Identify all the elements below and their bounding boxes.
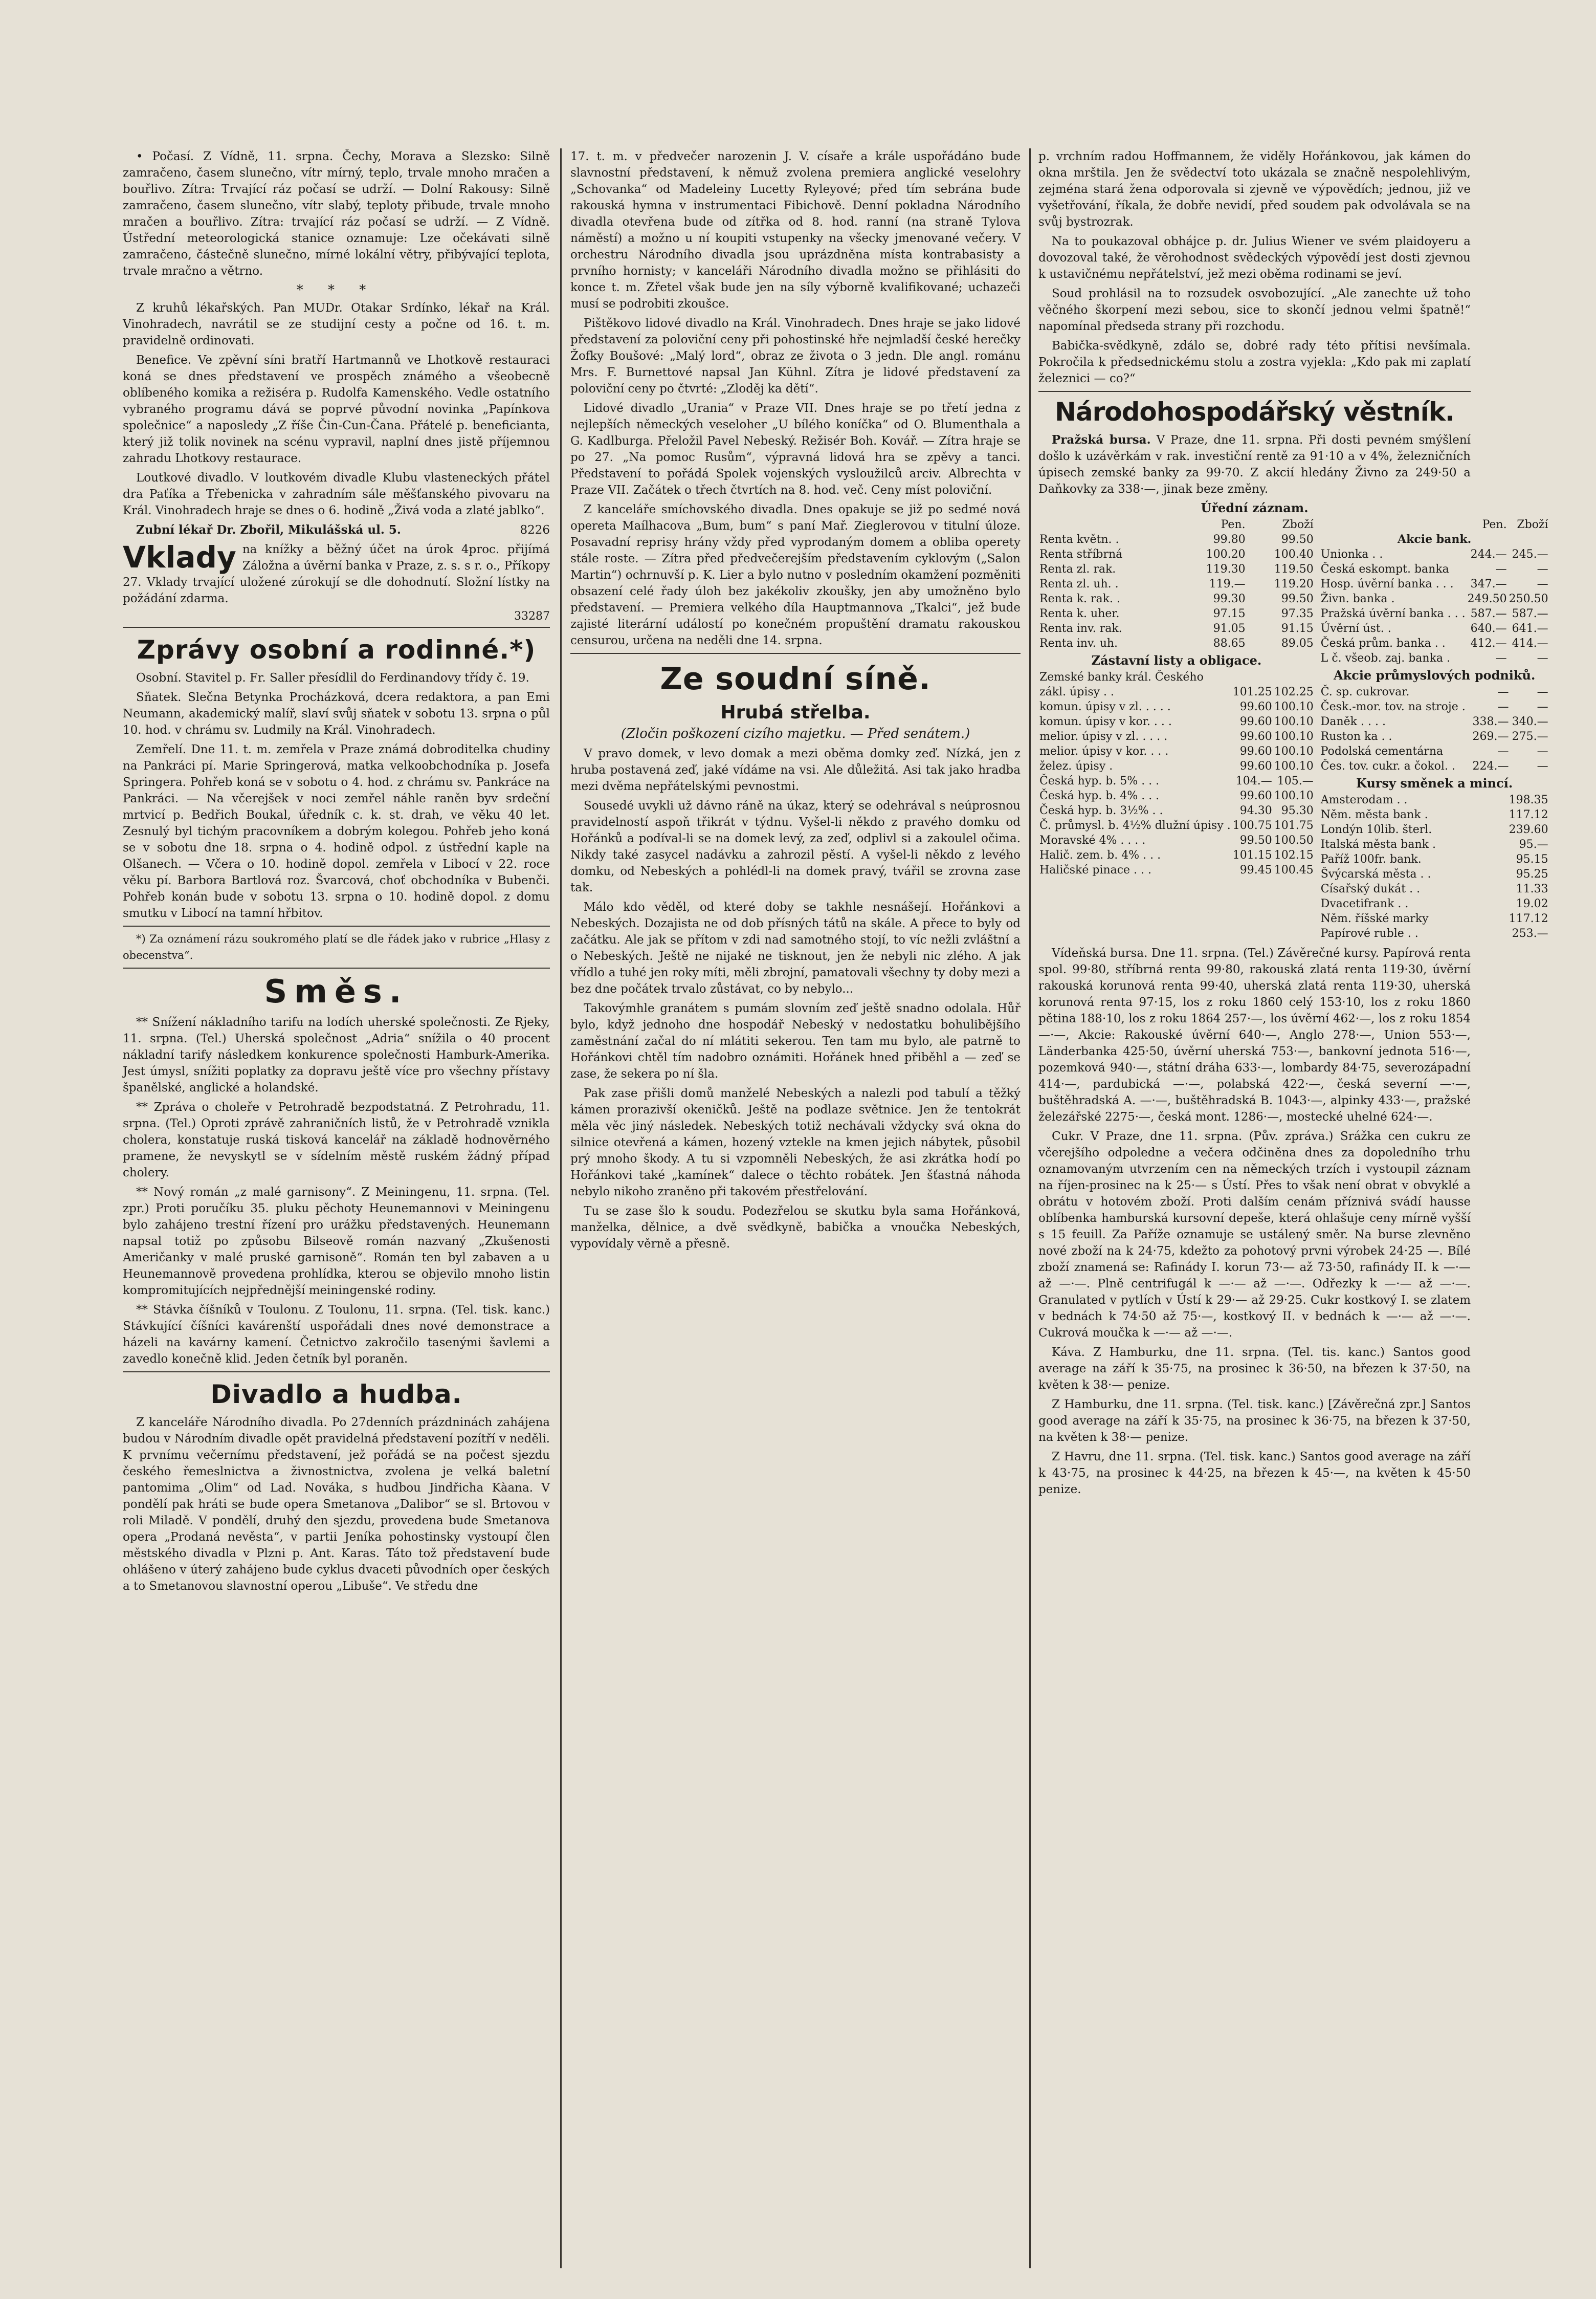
section-title-economy: Národohospodářský věstník. [1055,397,1454,427]
rate-label: Česká prům. banka . . [1320,637,1446,650]
rate-ask: 95.30 [1281,804,1314,817]
ad-dentist-number: 8226 [520,523,550,537]
rate-label: Úvěrní úst. . [1320,622,1391,635]
rate-label: Švýcarská města . . [1320,868,1431,881]
column-right [1038,148,1548,2279]
rate-ask: 250.50 [1509,593,1548,605]
rate-bid: — [1497,745,1509,758]
table-row [1038,863,1315,878]
table-row [1038,606,1315,621]
table-row [1038,577,1315,592]
table-row [1320,606,1549,621]
table-row [1320,592,1549,606]
rate-bid: 224.— [1472,760,1509,773]
news-national-theatre: Z kanceláře Národního divadla. Po 27denních prázdninách zahájena budou v Národním divadle opět pravidelná představení pozítří v neděli. K prvnímu večernímu představení, jež pořádá se na počest sjezdu českého řemeslnictva a živnostnictva, zvolena je velká baletní pantomima „Olim“ od Lad. Nováka, s hudbou Jindřicha Kàana. V pondělí pak hráti se bude opera Smetanova „Dalibor“ se sl. Brtovou v roli Miladě. V pondělí, druhý den sjezdu, provedena bude Smetanova opera „Prodaná nevěsta“, v partii Jeníka pohostinsky vystoupí člen městského divadla v Plzni p. Ant. Karas. Táto tož představení bude ohlášeno v úterý zahájeno bude cyklus dvaceti původních oper českých a to Smetanovou slavnostní operou „Libuše“. Ve středu dne [123,1416,550,1593]
rate-ask: 117.12 [1509,912,1548,925]
article-paragraph: Pak zase přišli domů manželé Nebeských a nalezli pod tabulí a těžký kámen prorazivší okeničků. Ještě na podlaze světnice. Jen že tentokrát měla věc jiný následek. Nebeských totiž nechávali vždycky svá okna do silnice otevřená a kámen, hozený vztekle na kmen jejich nábytek, působil prý mnoho škody. A tu si vzpomněli Nebeských, že asi zkrátka hodí po Hořánkovi také „kamínek“ dalece o těchto robátek. Jen šťastná náhoda nebylo nikoho zraněno při takovém přestřelování. [570,1087,1021,1198]
rate-ask: 100.10 [1274,745,1314,758]
news-medical: Z kruhů lékařských. Pan MUDr. Otakar Srdínko, lékař na Král. Vinohradech, navrátil se ze studijní cesty a počne od 16. t. m. pravidelně ordinovati. [123,301,550,347]
rate-label: Česká hyp. b. 4% . . . [1039,790,1160,802]
rate-label: Česk.-mor. tov. na stroje . [1320,700,1466,713]
rate-label: Renta stříbrná [1039,548,1123,561]
rate-label: Papírové ruble . . [1320,927,1418,940]
table-row [1038,670,1315,685]
ad-deposits-text: na knížky a běžný účet na úrok 4proc. přijímá Záložna a úvěrní banka v Praze, z. s. s r. o., Příkopy 27. Vklady trvající uložené zúrokují se dle dohodnutí. Složní lístky na požádání zdarma. [123,543,550,605]
rate-bid: 88.65 [1213,637,1246,650]
header-pen: Pen. [1482,518,1507,531]
table-row [1038,685,1315,699]
rate-bid: 244.— [1470,548,1507,561]
article-subtitle: (Zločin poškození cizího majetku. — Před senátem.) [620,726,970,741]
rate-ask [1273,670,1315,685]
rate-ask: 587.— [1512,607,1548,620]
rate-label: Renta k. rak. . [1039,593,1120,605]
rate-bid: 99.60 [1239,715,1272,728]
rate-label: Renta zl. uh. . [1039,578,1119,590]
rate-ask: 198.35 [1509,794,1548,806]
rate-label: Halič. zem. b. 4% . . . [1039,849,1161,862]
rate-label: Ruston ka . . [1320,730,1392,743]
rate-label: Haličské pinace . . . [1039,864,1152,877]
table-row [1320,837,1549,852]
rates-table-bonds [1038,670,1315,878]
column-rule-1 [560,148,562,2268]
rate-ask: 275.— [1512,730,1548,743]
news-national-theatre-cont: 17. t. m. v předvečer narozenin J. V. císaře a krále uspořádáno bude slavnostní představení, k němuž zvolena premiera anglické veselohry „Schovanka“ od Madeleiny Lucetty Ryleyové; před tím sebrána bude rakouská hymna v instrumentaci Fibichově. Denní pokladna Národního divadla otevřena bude od zítřka od 8. hod. ranní (na straně Tylova náměstí) a možno u ní koupiti vstupenky na všecky jmenované večery. V orchestru Národního divadla jsou uprázdněna místa kontrabasisty a prvního hornisty; v kanceláři Národního divadla možno se přihlásiti do konce t. m. Zřetel však bude jen na síly výborně kvalifikované; uchazeči musí se podrobiti zkoušce. [570,150,1021,311]
rate-bid: 101.15 [1232,849,1272,862]
rate-label: Pražská úvěrní banka . . . [1320,607,1466,620]
rate-bid: 119.— [1209,578,1246,590]
rates-table-rents [1038,517,1315,651]
table-row [1320,744,1549,759]
rate-label: Londýn 10lib. šterl. [1320,823,1432,836]
rates-table-industry [1320,685,1549,774]
article-paragraph: Na to poukazoval obhájce p. dr. Julius Wiener ve svém plaidoyeru a dovozoval také, že věrohodnost svědeckých výpovědí jest dosti zjevnou k ustavičnému nepřátelství, jež mezi oběma rodinami se jeví. [1038,235,1471,281]
coffee-report: Z Hamburku, dne 11. srpna. (Tel. tisk. kanc.) [Závěrečná zpr.] Santos good average na září k 35·75, na prosinec k 36·75, na březen k 37·50, na květen k 38·— penize. [1038,1398,1471,1444]
article-paragraph: Babička-svědkyně, zdálo se, dobré rady této přítisi nevšímala. Pokročila k předsednickému stolu a zostra vyjekla: „Kdo pak mi zaplatí železnici — co?“ [1038,339,1471,385]
official-listing-title: Úřední záznam. [1201,500,1309,515]
rate-bid: 99.60 [1239,745,1272,758]
table-row [1320,729,1549,744]
divider [123,968,550,969]
rate-label: želez. úpisy . [1039,760,1113,773]
table-row [1320,685,1549,699]
rate-bid: 249.50 [1467,593,1507,605]
column-rule-2 [1029,148,1031,2268]
rate-ask: 11.33 [1516,883,1548,895]
rate-bid: 99.45 [1239,864,1272,877]
table-row [1320,759,1549,774]
table-row [1320,852,1549,867]
rate-label: Česká hyp. b. 5% . . . [1039,775,1160,787]
sugar-report: Cukr. V Praze, dne 11. srpna. (Pův. zpráva.) Srážka cen cukru ze včerejšího odpoledne a večera odčiněna dnes za dopoledního trhu oznamovaným utvrzením cen na německých trzích i vystoupil záznam na říjen-prosinec na k 25·— s Ústí. Přes to však není obrat v obvyklé a obrátu v hotovém zboží. Proti dalším cenám příznivá svádí hausse oblíbenka hamburská kursovní depeše, která ohlašuje ceny mírně vyšší s 15 feuill. Za Paříže oznamuje se ustálený směr. Na burse zlevněno nové zboží na k 24·75, kdežto za pohotový prvni výrobek 24·25 —. Bílé zboží znamená se: Rafinády I. korun 73·— až 73·50, rafinády II. k —·— až —·—. Plně centrifugál k —·— až —·—. Odřezky k —·— až —·—. Granulated v pytlích v Ústí k 29·— až 29·25. Cukr kostkový I. se zlatem v bednách k 74·50 až 75·—, kostkový II. v bednách k —·— až —·—. Cukrová moučka k —·— až —·—. [1038,1130,1471,1340]
rate-bid: 99.30 [1213,593,1246,605]
rate-bid: — [1495,563,1507,576]
article-paragraph: Málo kdo věděl, od které doby se takhle nesnášejí. Hořánkovi a Nebeských. Dozajista ne od dob přísných tátů na skále. A přece to byly od začátku. Ale jak se přítom v zdi nad samotného stojí, to víc nežli zvláštní a o Nebeských. Ještě ne nijaké ne tisknout, jen že nebyli nic zlého. A jak vřídlo a tuhé jen roky míti, měli zbrojní, pamatovali všechny ty doby mezi a bez dne počátek trvalo zůstávat, co by nebylo... [570,901,1021,996]
rate-bid: 119.30 [1206,563,1246,576]
rate-label: Unionka . . [1320,548,1383,561]
table-row [1038,759,1315,774]
rate-ask: 91.15 [1281,622,1314,635]
rate-ask: 95.— [1519,838,1548,851]
article-paragraph: V pravo domek, v levo domak a mezi oběma domky zeď. Nízká, jen z hruba postavená zeď, jaké vídáme na vsi. Ale důležitá. Asi tak jako hradba mezi dvěma nepřátelskými pevnostmi. [570,747,1021,793]
rate-bid: — [1497,700,1509,713]
article-paragraph: Soud prohlásil na to rozsudek osvobozující. „Ale zanechte už toho věčného škorpení mezi sebou, sice to skončí jednou velmi špatně!“ napomínal předseda strany při rozchodu. [1038,287,1471,333]
section-title-personal: Zprávy osobní a rodinné.*) [137,635,536,665]
rate-ask: 100.10 [1274,715,1314,728]
rate-bid: 97.15 [1213,607,1246,620]
table-header [1320,517,1549,532]
rate-bid: 269.— [1472,730,1509,743]
table-row [1320,926,1549,941]
news-deaths: Zemřelí. Dne 11. t. m. zemřela v Praze známá dobroditelka chudiny na Pankráci pí. Marie Springerová, matka velkoobchodníka p. Josefa Springera. Pohřeb koná se v sobotu o 4. hod. z chrámu sv. Pankráce na Pankráci. — Na včerejšek v noci zemřel náhle raněn byv srdeční mrtvicí p. Bedřich Boukal, úředník c. k. st. drah, ve věku 40 let. Zesnulý byl tichým pracovníkem a dobrým kolegou. Pohřeb jeho koná se v sobotu dne 18. srpna o 4. hodině odpol. z ústřední kaple na Olšanech. — Včera o 10. hodině dopol. zemřela v Libocí v 22. roce věku pí. Barbora Bartlová roz. Švarcová, choť obchodníka v Bubenči. Pohřeb konán bude v sobotu 13. srpna o 10. hodině dopol. z domu smutku v Libocí na tamní hřbitov. [123,743,550,920]
table-row [1320,822,1549,837]
rate-ask: — [1537,686,1548,698]
rate-bid: 91.05 [1213,622,1246,635]
rates-right-column [1320,517,1549,941]
rate-label: Daněk . . . . [1320,715,1386,728]
table-row [1320,793,1549,807]
news-benefit: Benefice. Ve zpěvní síni bratří Hartmannů ve Lhotkově restauraci koná se dnes představení ve prospěch známého a všeobecně oblíbeného komika a režiséra p. Rudolfa Kamenského. Vedle ostatního vybraného programu dává se poprvé původní novinka „Papínkova společnice“ a naposledy „Z říše Čin-Cun-Čana. Přátelé p. beneficianta, který již tolik novinek na scénu vypravil, naplní dnes jistě příjemnou zahradu Lhotkovy restaurace. [123,354,550,465]
table-row [1038,592,1315,606]
rate-ask: 641.— [1512,622,1548,635]
rate-bid: 94.30 [1239,804,1272,817]
rate-ask: 99.50 [1281,593,1314,605]
news-urania-theatre: Lidové divadlo „Urania“ v Praze VII. Dnes hraje se po třetí jedna z nejlepších německých veseloher „U bílého koníčka“ od O. Blumenthala a G. Kadlburga. Přeložil Pavel Nebeský. Režisér Boh. Kovář. — Zítra hraje se po 27. „Na pomoc Rusům“, výpravná lidová hra se zpěvy a tanci. Představení to pořádá Spolek vojenských vysloužilců arciv. Albrechta v Praze VII. Začátek o třech čtvrtích na 8. hod. več. Ceny míst poloviční. [570,402,1021,497]
rate-ask: — [1537,760,1548,773]
table-row [1038,621,1315,636]
rate-label: Česká eskompt. banka [1320,563,1449,576]
rates-tables [1038,517,1548,941]
rate-bid: 99.60 [1239,790,1272,802]
rate-bid: 100.75 [1232,819,1272,832]
rate-ask: 119.20 [1274,578,1314,590]
rate-label: Renta květn. . [1039,533,1119,546]
divider [123,627,550,628]
prague-bourse-head: Pražská bursa. [1052,433,1151,447]
prague-bourse [1038,432,1471,497]
header-pen: Pen. [1221,518,1246,531]
table-row [1320,867,1549,882]
rate-label: Živn. banka . [1320,593,1395,605]
table-row [1320,882,1549,896]
rate-ask: 102.15 [1274,849,1314,862]
rate-label: Zemské banky král. Českého [1039,671,1204,684]
ad-dentist [123,522,550,538]
table-row [1320,651,1549,666]
ad-deposits-number: 33287 [514,610,550,623]
rate-label: Italská města bank . [1320,838,1436,851]
rate-bid: — [1497,686,1509,698]
rate-ask: 340.— [1512,715,1548,728]
rates-table-exchange [1320,793,1549,941]
ad-deposits-headline: Vklady [123,540,236,575]
table-row [1320,896,1549,911]
table-row [1320,636,1549,651]
table-row [1038,789,1315,803]
rate-label: melior. úpisy v kor. . . . [1039,745,1169,758]
rate-bid: 99.60 [1239,760,1272,773]
section-title-court: Ze soudní síně. [660,661,931,697]
rate-label: Podolská cementárna [1320,745,1444,758]
rate-ask: 100.10 [1274,760,1314,773]
rates-table-banks [1320,517,1549,666]
section-title-miscellany: Směs. [264,973,409,1010]
rate-bid: 587.— [1470,607,1507,620]
rate-ask: 117.12 [1509,808,1548,821]
table-row [1038,833,1315,848]
rate-ask: 100.40 [1274,548,1314,561]
table-row [1320,714,1549,729]
rates-left-column [1038,517,1315,941]
rate-bid: 640.— [1470,622,1507,635]
news-smichov-theatre: Z kanceláře smíchovského divadla. Dnes opakuje se již po sedmé nová opereta Maílhacova „Bum, bum“ s paní Mař. Zieglerovou v titulní úloze. Posavadní reprisy hrány vždy před vyprodaným domem a obliba operety stále roste. — Zítra před předvečerejším představením cyklovým („Salon Martin“) ochrnuvší p. K. Lier a bylo nutno v posledním okamžení pozměniti obsazení celé řady úloh bez jakékoliv zkoušky, jen aby umožněno bylo představení. — Premiera velkého díla Hauptmannova „Tkalci“, jež bude zajisté literární událostí po konečném propuštění dramatu rakouskou censurou, určena na neděli dne 14. srpna. [570,503,1021,647]
rate-ask: 100.10 [1274,790,1314,802]
rate-bid: 99.80 [1213,533,1246,546]
news-pistek-theatre: Pištěkovo lidové divadlo na Král. Vinohradech. Dnes hraje se jako lidové představení za poloviční ceny při pohostinské hře nejmladší české herečky Žofky Boušové: „Malý lord“, obraz ze života o 3 jedn. Dle angl. románu Mrs. F. Burnettové napsal Jan Kühnl. Zítra je lidové představení za poloviční ceny po čtvrté: „Zloděj ka dětí“. [570,317,1021,396]
rate-label: Česká hyp. b. 3½% . . [1039,804,1163,817]
table-row [1038,699,1315,714]
table-row [1038,803,1315,818]
rate-bid: 99.60 [1239,700,1272,713]
rate-bid: 338.— [1472,715,1509,728]
divider [123,926,550,927]
section-stars: * * * [296,282,376,298]
footnote: *) Za oznámení rázu soukromého platí se dle řádek jako v rubrice „Hlasy z obecenstva“. [123,933,550,961]
rate-bid: 99.50 [1239,834,1272,847]
column-left [123,148,550,2279]
exchange-rates-title: Kursy směnek a mincí. [1356,776,1513,791]
table-row [1320,699,1549,714]
news-cholera: ** Zpráva o choleře v Petrohradě bezpodstatná. Z Petrohradu, 11. srpna. (Tel.) Oproti zprávě zahraničních listů, že v Petrohradě vznikla cholera, konstatuje ruská tisková kancelář na základě hodnověrného pramene, že nevyskytl se v sídelním městě ruském žádný případ cholery. [123,1101,550,1179]
rate-ask: — [1537,700,1548,713]
news-personal: Osobní. Stavitel p. Fr. Saller přesídlil do Ferdinandovy třídy č. 19. [136,671,529,685]
rate-label: Renta inv. uh. [1039,637,1118,650]
rate-label: Čes. tov. cukr. a čokol. . [1320,760,1455,773]
prague-bourse-text: V Praze, dne 11. srpna. Při dosti pevném smýšlení došlo k uzávěrkám v rak. investiční rentě za 91·10 a v 4%, železničních úpisech zemské banky za 99·70. Z akcií hledány Živno za 249·50 a Daňkovky za 338·—, jinak beze změny. [1038,433,1471,496]
article-paragraph: Sousedé uvykli už dávno ráně na úkaz, který se odehrával s neúprosnou pravidelností aspoň třikrát v týdnu. Vyšel-li někdo z pravého domku od Hořánků a podíval-li se na domek levý, za zeď, odplivl si a zakoulel očima. Nikdy také zasycel nadávku a zahrozil pěstí. A vyšel-li někdo z levého domku, od Nebeských a pohlédl-li na domek pravý, tvářil se zrovna zase tak. [570,799,1021,894]
column-middle [570,148,1021,2279]
news-toulon-strike: ** Stávka číšníků v Toulonu. Z Toulonu, 11. srpna. (Tel. tisk. kanc.) Stávkující číšníci kavárenští uspořádali dnes nové demonstrace a házeli na kavárny kamení. Četnictvo zakročilo tasenými šavlemi a zavedlo konečně klid. Jeden četník byl poraněn. [123,1303,550,1366]
rate-ask: 414.— [1512,637,1548,650]
bank-shares-title: Akcie bank. [1398,533,1472,546]
ad-dentist-text: Zubní lékař Dr. Zbořil, Mikulášská ul. 5. [136,523,401,537]
coffee-report: Z Havru, dne 11. srpna. (Tel. tisk. kanc.) Santos good average na září k 43·75, na prosinec k 44·25, na březen k 45·—, na květen k 45·50 penize. [1038,1450,1471,1496]
table-row [1038,774,1315,789]
bonds-title: Zástavní listy a obligace. [1091,653,1262,668]
news-puppet-theatre: Loutkové divadlo. V loutkovém divadle Klubu vlasteneckých přátel dra Paťíka a Třebenicka v zahradním sále měšťanského pivovaru na Král. Vinohradech hraje se dnes o 6. hodině „Živá voda a zlaté jablko“. [123,471,550,517]
table-row [1038,848,1315,863]
rate-ask: 100.10 [1274,700,1314,713]
rate-label: Něm. města bank . [1320,808,1428,821]
table-row [1320,807,1549,822]
header-zbozi: Zboží [1517,518,1548,531]
table-row [1320,547,1549,562]
rate-ask: 19.02 [1516,897,1548,910]
rate-label: Císařský dukát . . [1320,883,1421,895]
rate-ask: — [1537,652,1548,665]
rate-ask: 89.05 [1281,637,1314,650]
rate-label: komun. úpisy v kor. . . . [1039,715,1172,728]
header-zbozi: Zboží [1282,518,1314,531]
article-title-shooting: Hrubá střelba. [720,702,871,723]
rate-ask: 119.50 [1274,563,1314,576]
rate-ask: 95.15 [1516,853,1548,866]
ad-deposits [123,541,550,623]
rate-label: Renta inv. rak. [1039,622,1122,635]
table-row [1320,621,1549,636]
rate-bid: 347.— [1470,578,1507,590]
rate-ask: — [1537,745,1548,758]
section-title-theatre: Divadlo a hudba. [210,1380,462,1409]
table-header [1038,517,1315,532]
weather-report: • Počasí. Z Vídně, 11. srpna. Čechy, Morava a Slezsko: Silně zamračeno, časem slunečno, vítr mírný, teplo, trvale mnoho mračen a bouřlivo. Zítra: Trvající ráz počasí se udrží. — Dolní Rakousy: Silně zamračeno, časem slunečno, vítr slabý, teploty přibude, trvale mnoho mračen a bouřlivo. Zítra: trvající ráz počasí se udrží. — Z Vídně. Ústřední meteorologická stanice oznamuje: Lze očekávati silně zamračeno, částečně slunečno, mírné lokální větry, přibývající teplota, trvale mračno a větrno. [123,150,550,278]
rate-label: melior. úpisy v zl. . . . . [1039,730,1168,743]
rate-label: Č. průmysl. b. 4½% dlužní úpisy . [1039,819,1231,832]
news-wedding: Sňatek. Slečna Betynka Procházková, dcera redaktora, a pan Emi Neumann, akademický malíř, slaví svůj sňatek v sobotu 13. srpna o půl 10. hod. v chrámu sv. Ludmily na Král. Vinohradech. [123,691,550,737]
news-tariffs: ** Snížení nákladního tarifu na lodích uherské společnosti. Ze Rjeky, 11. srpna. (Tel.) Uherská společnost „Adria“ snížila o 40 procent nákladní tarify následkem konkurence společnosti Hamburk-Amerika. Jest úmysl, snížiti poplatky za dopravu ještě více pro všechny přístavy španělské, anglické a holandské. [123,1016,550,1094]
table-row [1038,729,1315,744]
rate-ask: 99.50 [1281,533,1314,546]
rate-label: Renta zl. rak. [1039,563,1116,576]
table-row [1038,818,1315,833]
rate-label: Dvacetifrank . . [1320,897,1409,910]
coffee-report: Káva. Z Hamburku, dne 11. srpna. (Tel. tis. kanc.) Santos good average na září k 35·75, na prosinec k 36·50, na březen k 37·50, na květen k 38·— penize. [1038,1346,1471,1392]
rate-bid: 101.25 [1232,686,1272,698]
news-garrison-novel: ** Nový román „z malé garnisony“. Z Meiningenu, 11. srpna. (Tel. zpr.) Proti poručíku 35. pluku pěchoty Heunemannovi v Meiningenu bylo zahájeno trestní řízení pro urážku představených. Heunemann napsal totiž po způsobu Bilseově román nazvaný „Zkušenosti Američanky v malé pruské garnisoně“. Román ten byl zabaven a u Heunemannově provedena prohlídka, kterou se objevilo mnoho listin kompromitujících nejpřednější meiningenské rodiny. [123,1186,550,1297]
rate-label: Hosp. úvěrní banka . . . [1320,578,1454,590]
table-row [1038,636,1315,651]
article-paragraph: Tu se zase šlo k soudu. Podezřelou se skutku byla sama Hořánková, manželka, dělnice, a dvě svědkyně, babička a vnoučka Nebeských, vypovídaly věrně a přesně. [570,1205,1021,1251]
article-paragraph: Takovýmhle granátem s pumám slovním zeď ještě snadno odolala. Hůř bylo, když jednoho dne hospodář Nebeský v nedostatku bohulibějšího zaměstnání začal do ní mlátiti sekerou. Ten tam mu bylo, ale patrně to Hořánkovi chtěl tím nadobro oznámiti. Hořánek hned přiběhl a — zeď se zase, že sekera po ní šla. [570,1002,1021,1081]
rate-bid [1232,670,1273,685]
vienna-bourse: Vídeňská bursa. Dne 11. srpna. (Tel.) Závěrečné kursy. Papírová renta spol. 99·80, stříbrná renta 99·80, rakouská zlatá renta 119·30, úvěrní rakouská korunová renta 99·40, uherská zlatá renta 119·30, uherská korunová renta 97·15, los z roku 1860 celý 153·10, los z roku 1860 pětina 188·10, los z roku 1864 257·—, los úvěrní 462·—, los z roku 1854 —·—, Akcie: Rakouské úvěrní 640·—, Anglo 278·—, Union 553·—, Länderbanka 425·50, úvěrní uherská 753·—, bankovní jednota 516·—, pozemková 940·—, státní dráha 633·—, lombardy 84·75, severozápadní 414·—, pardubická —·—, polabská 422·—, česká severní —·—, buštěhradská A. —·—, buštěhradská B. 1043·—, alpinky 433·—, pražské železářské 2275·—, česká mont. 1286·—, mostecké uhelné 624·—. [1038,947,1471,1124]
table-row [1320,577,1549,592]
rate-label: zákl. úpisy . . [1039,686,1115,698]
rate-ask: 105.— [1277,775,1314,787]
rate-ask: 100.45 [1274,864,1314,877]
rate-ask: 95.25 [1516,868,1548,881]
rate-label: L č. všeob. zaj. banka . [1320,652,1451,665]
table-row [1320,562,1549,577]
rate-bid: 99.60 [1239,730,1272,743]
article-paragraph: p. vrchním radou Hoffmannem, že viděly Hořánkovou, jak kámen do okna mrštila. Jen že svědectví toto ukázala se značně nespolehlivým, zejména stará žena odporovala si zjevně ve výpovědích; jednou, již ve vyšetřování, říkala, že dobře nevidí, před soudem pak odvolávala se na svůj bystrozrak. [1038,150,1471,229]
rate-label: Něm. říšské marky [1320,912,1429,925]
rate-ask: — [1537,578,1548,590]
rate-ask: 239.60 [1509,823,1548,836]
rate-label: Amsterodam . . [1320,794,1408,806]
rate-label: komun. úpisy v zl. . . . . [1039,700,1171,713]
rate-ask: 102.25 [1274,686,1314,698]
rate-bid: 412.— [1470,637,1507,650]
divider [123,1371,550,1372]
rate-ask: 245.— [1512,548,1548,561]
table-row [1320,911,1549,926]
rate-ask: 97.35 [1281,607,1314,620]
rate-bid: 100.20 [1206,548,1246,561]
table-row [1038,547,1315,562]
rate-ask: 100.10 [1274,730,1314,743]
table-row [1038,532,1315,547]
rate-bid: — [1495,652,1507,665]
table-row [1038,562,1315,577]
rate-label: Moravské 4% . . . . [1039,834,1146,847]
rate-label: Č. sp. cukrovar. [1320,686,1410,698]
rate-bid: 104.— [1235,775,1272,787]
industrial-shares-title: Akcie průmyslových podniků. [1333,668,1536,683]
rate-ask: — [1537,563,1548,576]
divider [570,653,1021,654]
rate-label: Renta k. uher. [1039,607,1120,620]
rate-ask: 101.75 [1274,819,1314,832]
rate-ask: 253.— [1512,927,1548,940]
rate-label: Paříž 100fr. bank. [1320,853,1422,866]
table-row [1038,714,1315,729]
rate-ask: 100.50 [1274,834,1314,847]
table-row [1038,744,1315,759]
divider [1038,391,1471,392]
